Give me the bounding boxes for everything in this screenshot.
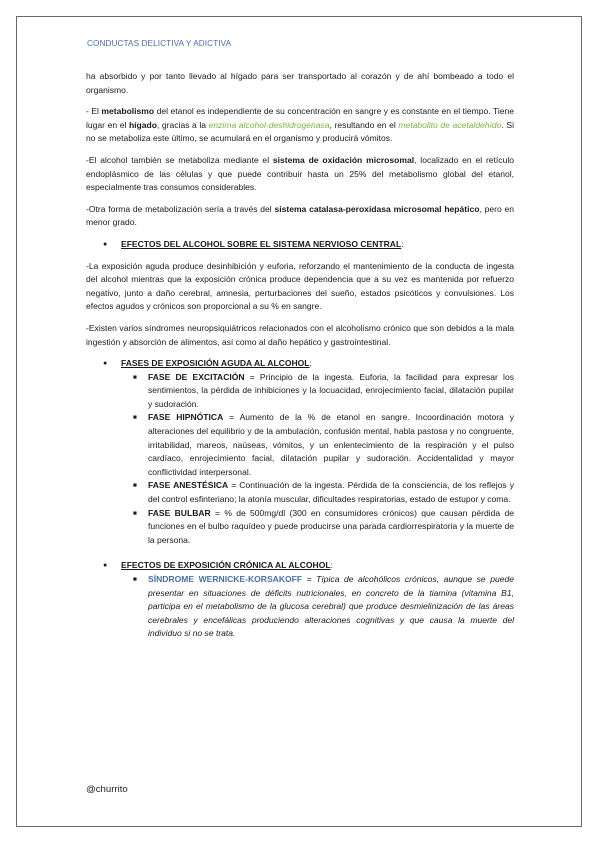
colon: : — [401, 238, 404, 249]
text-span: . Si no se metaboliza este último, se acumulará en el organismo y producirá vómitos. — [86, 119, 514, 144]
text-span: , pero en menor grado. — [86, 203, 515, 228]
section-title: EFECTOS DEL ALCOHOL SOBRE EL SISTEMA NERVIOSO CENTRAL — [121, 238, 402, 249]
text-span: del etanol es independiente de su concentración en sangre y es constante en el tiempo. Tiene lugar en el — [86, 106, 514, 130]
paragraph-metabolism — [86, 105, 514, 146]
section-title: FASES DE EXPOSICIÓN AGUDA AL ALCOHOL — [121, 358, 310, 369]
text-span: , resultando en el — [329, 119, 399, 130]
phase-text: = Aumento de la % de etanol en sangre. Incoordinación motora y alteraciones del equilibrio y de la ambulación, confusión mental, habla pastosa y no congruente, irritabilidad, mareos, naúseas, vómitos, y un enlentecimiento de la respiración y el pulso cardíaco, enrojecimiento facial, dilatación pupilar y sudoración. Accidentalidad y mayor conflictividad interpersonal. — [148, 412, 514, 477]
section-list — [86, 357, 514, 547]
list-item-phase — [121, 507, 514, 548]
paragraph-microsomal — [86, 154, 514, 195]
paragraph-absorption: ha absorbido y por tanto llevado al hígado para ser transportado al corazón y de ahí bombeado a todo el organismo. — [86, 71, 514, 95]
term-catalasa: sistema catalasa-peroxidasa microsomal hepático — [274, 203, 480, 214]
syndrome-text: = Típica de alcohólicos crónicos, aunque se puede presentar en situaciones de déficits nutricionales, en concreto de la tiamina (vitamina B1, participa en el metabolismo de la glucosa cerebral) que produce desmielinización de las áreas cerebrales y encefálicas produciendo alteraciones cognitivas y que causa la muerte del individuo si no se trata. — [148, 574, 514, 639]
text-span: , gracias a la — [156, 119, 209, 130]
section-list — [86, 238, 514, 252]
phase-list — [121, 371, 514, 548]
running-header: CONDUCTAS DELICTIVA Y ADICTIVA — [87, 39, 232, 48]
term-sistema-oxidacion: sistema de oxidación microsomal — [272, 154, 415, 165]
section-heading-chronic — [86, 559, 514, 641]
list-item-phase — [121, 411, 514, 479]
text-span: -El alcohol también se metaboliza mediante el — [86, 154, 273, 165]
paragraph-catalasa — [86, 203, 514, 230]
phase-name: FASE ANESTÉSICA — [148, 480, 229, 491]
text-span: -Otra forma de metabolización sería a través del — [86, 203, 275, 214]
phase-name: FASE DE EXCITACIÓN — [148, 371, 245, 382]
colon: : — [330, 560, 333, 571]
phase-name: FASE BULBAR — [148, 507, 211, 518]
colon: : — [309, 358, 312, 369]
term-metabolito: metabolito de acetaldehído — [398, 119, 502, 130]
syndrome-list — [121, 573, 514, 641]
list-item-phase — [121, 479, 514, 506]
list-item-syndrome — [121, 573, 514, 641]
phase-text: = Principio de la ingesta. Euforia, la facilidad para expresar los sentimientos, la pérdida de inhibiciones y la locuacidad, enrojecimiento facial, dilatación pupilar y sudoración. — [148, 371, 514, 409]
syndrome-name: SÍNDROME WERNICKE-KORSAKOFF — [148, 574, 303, 584]
section-title: EFECTOS DE EXPOSICIÓN CRÓNICA AL ALCOHOL — [121, 560, 331, 571]
term-higado: hígado — [128, 119, 157, 130]
document-body — [86, 70, 514, 641]
list-item-phase — [121, 371, 514, 412]
phase-name: FASE HIPNÓTICA — [148, 412, 224, 423]
term-enzima: enzima alcohol-deshidrogenasa — [208, 119, 330, 130]
text-span: - El — [86, 106, 102, 117]
section-list — [86, 559, 514, 641]
phase-text: = % de 500mg/dl (300 en consumidores crónicos) que causan pérdida de funciones en el bulbo raquídeo y puede producirse una parada cardiorrespiratoria y la muerte de la persona. — [148, 507, 514, 545]
section-heading-acute — [86, 357, 514, 547]
footer-author: @churrito — [86, 784, 128, 795]
phase-text: = Continuación de la ingesta. Pérdida de la consciencia, de los reflejos y del control esfinteriano; la atonía muscular, dificultades respiratorias, estado de estupor y coma. — [148, 480, 514, 505]
paragraph-exposure: -La exposición aguda produce desinhibición y euforia, reforzando el mantenimiento de la conducta de ingesta del alcohol mientras que la exposición crónica produce dependencia que a su vez es mantenida por refuerzo negativo, junto a daño cerebral, amnesia, perturbaciones del sueño, estados psicóticos y convulsiones. Los efectos agudos y crónicos son proporcional a su % en sangre. — [86, 260, 514, 312]
paragraph-syndromes: -Existen varios síndromes neuropsiquiátricos relacionados con el alcoholismo crónico que son debidos a la mala ingestión y absorción de alimentos, así como al daño hepático y gastrointestinal. — [86, 322, 514, 347]
text-span: , localizado en el retículo endoplásmico de las células y que puede contribuir hasta un 25% del metabolismo global del etanol, especialmente tras consumos considerables. — [86, 154, 514, 193]
section-heading-snc — [86, 238, 514, 252]
term-metabolismo: metabolismo — [101, 106, 155, 117]
